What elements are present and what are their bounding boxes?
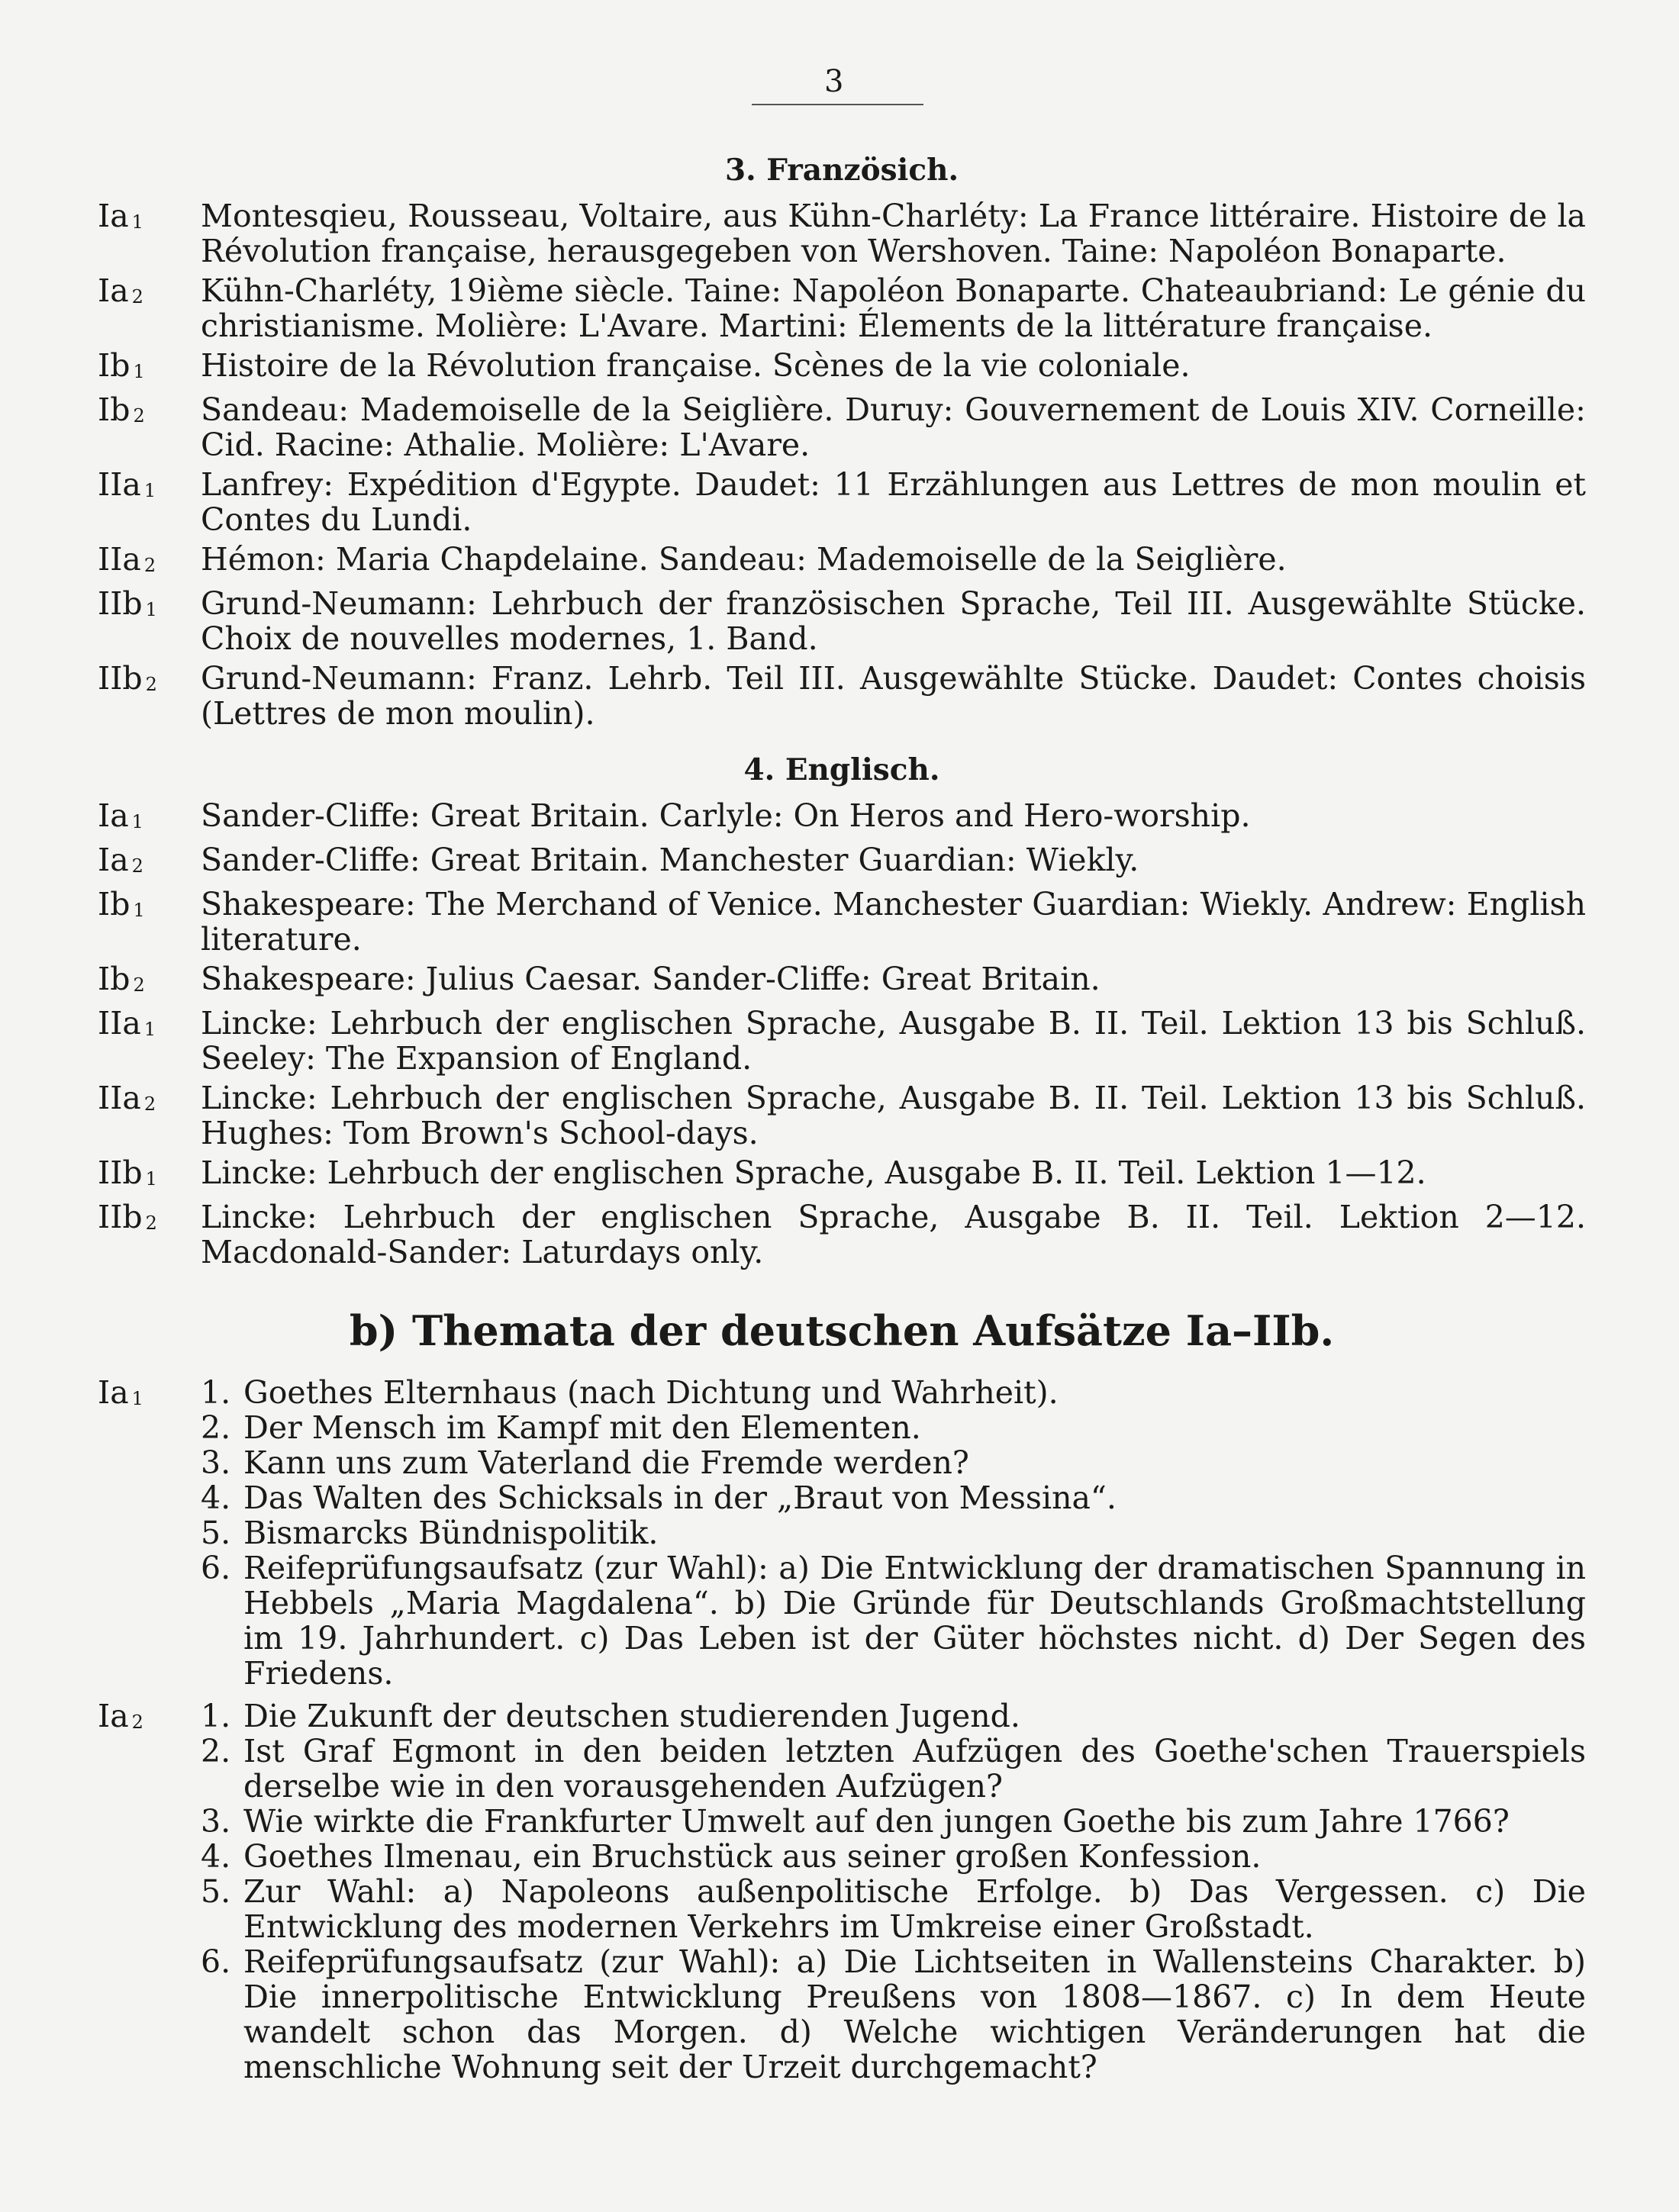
class-label xyxy=(98,1155,201,1195)
class-name: Ib xyxy=(98,886,131,922)
class-subgroup: 1 xyxy=(143,1019,156,1040)
class-label xyxy=(98,798,201,838)
reading-entry-text: Sander-Cliffe: Great Britain. Manchester Guardian: Wiekly. xyxy=(201,842,1139,878)
reading-entry-text: Shakespeare: The Merchand of Venice. Manchester Guardian: Wiekly. Andrew: English literature. xyxy=(201,886,1586,958)
reading-entry xyxy=(98,1155,1586,1195)
class-label xyxy=(98,1698,201,2085)
class-label xyxy=(98,198,201,269)
reading-entry xyxy=(98,961,1586,1001)
reading-entry-text: Grund-Neumann: Franz. Lehrb. Teil III. Ausgewählte Stücke. Daudet: Contes choisis (Lettres de mon moulin). xyxy=(201,660,1586,732)
reading-entry xyxy=(98,1006,1586,1076)
essay-topic xyxy=(201,1734,1586,1804)
essay-topic-number: 1. xyxy=(201,1698,231,1734)
class-name: IIa xyxy=(98,466,141,503)
reading-entry-text: Lincke: Lehrbuch der englischen Sprache, Ausgabe B. II. Teil. Lektion 2—12. Macdonald-Sander: Laturdays only. xyxy=(201,1199,1586,1270)
class-name: IIa xyxy=(98,1005,141,1042)
reading-entry-text: Lincke: Lehrbuch der englischen Sprache, Ausgabe B. II. Teil. Lektion 13 bis Schluß. Seeley: The Expansion of England. xyxy=(201,1005,1586,1077)
class-name: Ia xyxy=(98,1374,129,1411)
page-content xyxy=(98,153,1586,2092)
essay-topic xyxy=(201,1839,1586,1874)
reading-entry-text: Lanfrey: Expédition d'Egypte. Daudet: 11 Erzählungen aus Lettres de mon moulin et Contes du Lundi. xyxy=(201,466,1586,538)
essay-topic-number: 4. xyxy=(201,1479,231,1516)
reading-entry-text: Lincke: Lehrbuch der englischen Sprache, Ausgabe B. II. Teil. Lektion 13 bis Schluß. Hughes: Tom Brown's School-days. xyxy=(201,1080,1586,1151)
class-label xyxy=(98,661,201,731)
reading-entry xyxy=(98,887,1586,957)
essay-topic-number: 2. xyxy=(201,1733,231,1769)
essay-topic-list xyxy=(201,1375,1586,1691)
reading-entry-text: Sandeau: Mademoiselle de la Seiglière. Duruy: Gouvernement de Louis XIV. Corneille: Cid. Racine: Athalie. Molière: L'Avare. xyxy=(201,391,1586,463)
heading-english: 4. Englisch. xyxy=(743,752,940,787)
essay-topic-text: Reifeprüfungsaufsatz (zur Wahl): a) Die Lichtseiten in Wallensteins Charakter. b) Die innerpolitische Entwicklung Preußens von 1808—1867. c) In dem Heute wandelt schon das Morgen. d) Welche wichtigen Veränderungen hat die menschliche Wohnung seit der Urzeit durchgemacht? xyxy=(243,1943,1586,2085)
reading-entry xyxy=(98,586,1586,656)
class-label xyxy=(98,392,201,462)
essay-topic-number: 1. xyxy=(201,1374,231,1411)
essay-topic xyxy=(201,1375,1586,1410)
reading-entry-text: Sander-Cliffe: Great Britain. Carlyle: On Heros and Hero-worship. xyxy=(201,797,1251,834)
english-reading-list xyxy=(98,798,1586,1270)
class-subgroup: 2 xyxy=(133,405,145,427)
essay-topic-groups xyxy=(98,1375,1586,2085)
class-name: IIa xyxy=(98,1080,141,1116)
essay-topic-text: Der Mensch im Kampf mit den Elementen. xyxy=(243,1409,921,1446)
class-subgroup: 1 xyxy=(145,1168,157,1190)
reading-entry-text: Histoire de la Révolution française. Scènes de la vie coloniale. xyxy=(201,347,1191,384)
essay-topic xyxy=(201,1874,1586,1944)
class-subgroup: 1 xyxy=(131,1388,143,1409)
essay-topic-text: Goethes Ilmenau, ein Bruchstück aus seiner großen Konfession. xyxy=(243,1838,1262,1875)
class-name: IIb xyxy=(98,1154,143,1191)
essay-topic-number: 2. xyxy=(201,1409,231,1446)
class-name: Ib xyxy=(98,347,131,384)
reading-entry-text: Grund-Neumann: Lehrbuch der französischen Sprache, Teil III. Ausgewählte Stücke. Choix de nouvelles modernes, 1. Band. xyxy=(201,585,1586,657)
class-label xyxy=(98,586,201,656)
class-subgroup: 1 xyxy=(133,361,145,382)
class-label xyxy=(98,348,201,388)
essay-topic-number: 6. xyxy=(201,1550,231,1586)
class-name: Ia xyxy=(98,198,129,234)
class-subgroup: 2 xyxy=(143,555,156,576)
page-number-rule xyxy=(752,104,923,105)
essay-group xyxy=(98,1698,1586,2085)
reading-entry xyxy=(98,198,1586,269)
class-subgroup: 1 xyxy=(133,900,145,921)
heading-essays: b) Themata der deutschen Aufsätze Ia–IIb. xyxy=(349,1306,1335,1355)
reading-entry xyxy=(98,348,1586,388)
class-name: IIb xyxy=(98,585,143,622)
class-name: IIb xyxy=(98,1199,143,1235)
class-name: Ib xyxy=(98,391,131,428)
class-name: Ib xyxy=(98,961,131,997)
class-label xyxy=(98,887,201,957)
class-label xyxy=(98,1006,201,1076)
class-subgroup: 2 xyxy=(143,1093,156,1115)
class-label xyxy=(98,1375,201,1691)
essay-topic-text: Bismarcks Bündnispolitik. xyxy=(243,1515,659,1551)
essay-topic xyxy=(201,1698,1586,1734)
essay-topic xyxy=(201,1944,1586,2085)
class-subgroup: 2 xyxy=(133,974,145,996)
class-name: IIa xyxy=(98,541,141,578)
essay-topic-number: 4. xyxy=(201,1838,231,1875)
essay-topic-list xyxy=(201,1698,1586,2085)
essay-topic-number: 6. xyxy=(201,1943,231,1980)
class-name: Ia xyxy=(98,842,129,878)
essay-topic-text: Zur Wahl: a) Napoleons außenpolitische Erfolge. b) Das Vergessen. c) Die Entwicklung des modernen Verkehrs im Umkreise einer Großstadt. xyxy=(243,1873,1586,1945)
french-reading-list xyxy=(98,198,1586,731)
essay-topic xyxy=(201,1480,1586,1515)
class-label xyxy=(98,467,201,537)
class-label xyxy=(98,273,201,343)
class-subgroup: 1 xyxy=(131,811,143,832)
essay-topic xyxy=(201,1550,1586,1691)
essay-topic xyxy=(201,1804,1586,1839)
essay-group xyxy=(98,1375,1586,1691)
reading-entry xyxy=(98,661,1586,731)
reading-entry xyxy=(98,1080,1586,1151)
class-label xyxy=(98,542,201,581)
reading-entry xyxy=(98,842,1586,882)
class-label xyxy=(98,961,201,1001)
essay-topic-number: 5. xyxy=(201,1873,231,1910)
reading-entry-text: Lincke: Lehrbuch der englischen Sprache, Ausgabe B. II. Teil. Lektion 1—12. xyxy=(201,1154,1426,1191)
reading-entry xyxy=(98,1199,1586,1270)
reading-entry-text: Kühn-Charléty, 19ième siècle. Taine: Napoléon Bonaparte. Chateaubriand: Le génie du christianisme. Molière: L'Avare. Martini: Élements de la littérature française. xyxy=(201,272,1586,344)
class-subgroup: 1 xyxy=(143,480,156,501)
heading-french: 3. Französich. xyxy=(724,153,959,188)
essay-topic xyxy=(201,1410,1586,1445)
class-name: Ia xyxy=(98,1698,129,1734)
essay-topic xyxy=(201,1515,1586,1550)
class-subgroup: 2 xyxy=(131,855,143,877)
class-label xyxy=(98,1199,201,1270)
essay-topic-number: 3. xyxy=(201,1803,231,1840)
essay-topic xyxy=(201,1445,1586,1480)
essay-topic-text: Die Zukunft der deutschen studierenden Jugend. xyxy=(243,1698,1020,1734)
essay-topic-text: Kann uns zum Vaterland die Fremde werden? xyxy=(243,1444,969,1481)
reading-entry xyxy=(98,273,1586,343)
essay-topic-number: 3. xyxy=(201,1444,231,1481)
class-name: IIb xyxy=(98,660,143,697)
essay-topic-text: Ist Graf Egmont in den beiden letzten Aufzügen des Goethe'schen Trauerspiels derselbe wie in den vorausgehenden Aufzügen? xyxy=(243,1733,1586,1805)
class-label xyxy=(98,1080,201,1151)
reading-entry-text: Shakespeare: Julius Caesar. Sander-Cliffe: Great Britain. xyxy=(201,961,1101,997)
class-name: Ia xyxy=(98,272,129,309)
essay-topic-text: Reifeprüfungsaufsatz (zur Wahl): a) Die Entwicklung der dramatischen Spannung in Hebbels „Maria Magdalena“. b) Die Gründe für Deutschlands Großmachtstellung im 19. Jahrhundert. c) Das Leben ist der Güter höchstes nicht. d) Der Segen des Friedens. xyxy=(243,1550,1586,1692)
page-number: 3 xyxy=(824,64,844,99)
class-subgroup: 2 xyxy=(145,1212,157,1234)
class-subgroup: 2 xyxy=(131,286,143,307)
class-subgroup: 1 xyxy=(145,599,157,620)
class-subgroup: 2 xyxy=(145,674,157,695)
class-name: Ia xyxy=(98,797,129,834)
reading-entry xyxy=(98,467,1586,537)
essay-topic-text: Das Walten des Schicksals in der „Braut von Messina“. xyxy=(243,1479,1117,1516)
reading-entry xyxy=(98,392,1586,462)
reading-entry xyxy=(98,542,1586,581)
class-label xyxy=(98,842,201,882)
essay-topic-text: Wie wirkte die Frankfurter Umwelt auf den jungen Goethe bis zum Jahre 1766? xyxy=(243,1803,1510,1840)
class-subgroup: 2 xyxy=(131,1711,143,1733)
class-subgroup: 1 xyxy=(131,211,143,233)
essay-topic-text: Goethes Elternhaus (nach Dichtung und Wahrheit). xyxy=(243,1374,1059,1411)
reading-entry-text: Hémon: Maria Chapdelaine. Sandeau: Mademoiselle de la Seiglière. xyxy=(201,541,1287,578)
reading-entry-text: Montesqieu, Rousseau, Voltaire, aus Kühn-Charléty: La France littéraire. Histoire de la Révolution française, herausgegeben von Wershoven. Taine: Napoléon Bonaparte. xyxy=(201,198,1586,269)
essay-topic-number: 5. xyxy=(201,1515,231,1551)
reading-entry xyxy=(98,798,1586,838)
